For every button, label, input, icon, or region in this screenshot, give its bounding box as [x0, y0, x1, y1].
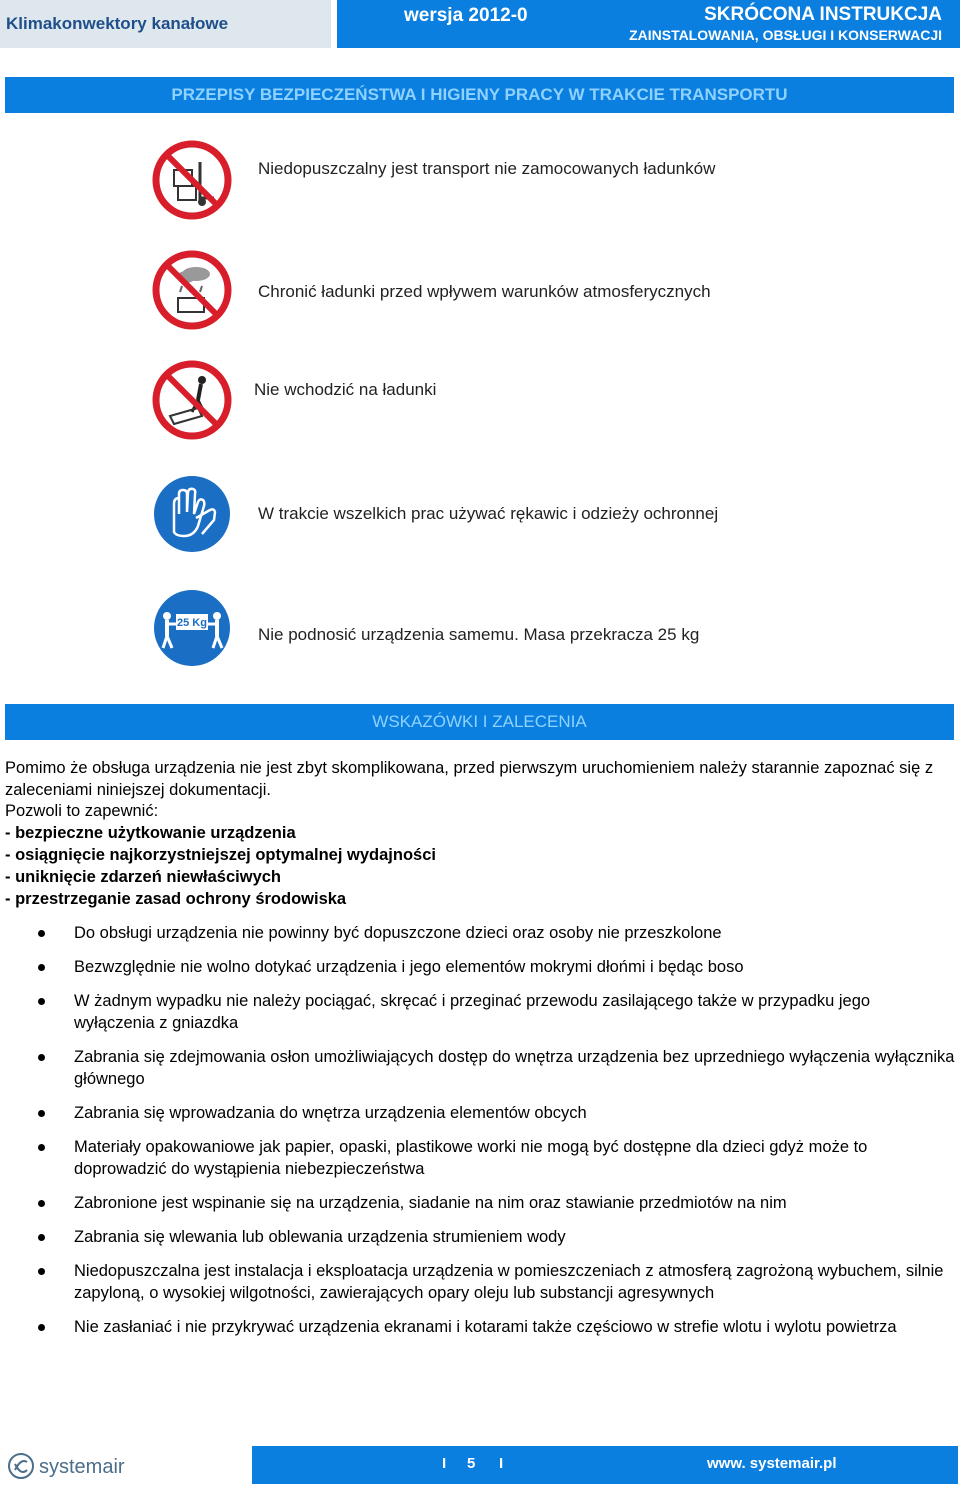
- guidelines-heading: WSKAZÓWKI I ZALECENIA: [5, 704, 954, 740]
- list-item: Zabrania się wlewania lub oblewania urządzenia strumieniem wody: [0, 1226, 955, 1248]
- footer-bar: [252, 1446, 958, 1484]
- guideline-point: - bezpieczne użytkowanie urządzenia: [5, 824, 296, 842]
- guidelines-lead: Pozwoli to zapewnić:: [5, 802, 159, 820]
- page-number: 5: [467, 1455, 476, 1472]
- two-person-lift-icon: [152, 588, 232, 668]
- bullet: [38, 1324, 45, 1331]
- list-item: Zabronione jest wspinanie się na urządzenia, siadanie na nim oraz stawianie przedmiotów na nim: [0, 1192, 955, 1214]
- guideline-point: - osiągnięcie najkorzystniejszej optymalnej wydajności: [5, 846, 436, 864]
- list-item: Materiały opakowaniowe jak papier, opaski, plastikowe worki nie mogą być dostępne dla dzieci gdyż może to doprowadzić do wystąpienia niebezpieczeństwa: [0, 1136, 955, 1180]
- bullet: [38, 1234, 45, 1241]
- list-item: Bezwzględnie nie wolno dotykać urządzenia i jego elementów mokrymi dłońmi i będąc boso: [0, 956, 955, 978]
- version-label: wersja 2012-0: [404, 5, 528, 26]
- bullet: [38, 1110, 45, 1117]
- list-item: Zabrania się zdejmowania osłon umożliwiających dostęp do wnętrza urządzenia bez uprzedniego wyłączenia wyłącznika głównego: [0, 1046, 955, 1090]
- list-item: Niedopuszczalna jest instalacja i eksploatacja urządzenia w pomieszczeniach z atmosferą zagrożoną wybuchem, silnie zapyloną, o wysokiej wilgotności, zawierających opary oleju lub substancji agresywnych: [0, 1260, 955, 1304]
- list-item: Zabrania się wprowadzania do wnętrza urządzenia elementów obcych: [0, 1102, 955, 1124]
- no-unsecured-load-icon: [152, 140, 232, 220]
- protect-from-weather-icon: [152, 250, 232, 330]
- safety-rules-list: [0, 922, 955, 1338]
- page-separator: I: [442, 1455, 447, 1472]
- document-subtitle: ZAINSTALOWANIA, OBSŁUGI I KONSERWACJI: [629, 27, 942, 43]
- website-url: www. systemair.pl: [707, 1455, 837, 1472]
- weight-badge: 25 Kg: [177, 617, 207, 629]
- list-item: W żadnym wypadku nie należy pociągać, skręcać i przeginać przewodu zasilającego także w przypadku jego wyłączenia z gniazdka: [0, 990, 955, 1034]
- bullet: [38, 964, 45, 971]
- guidelines-intro: Pomimo że obsługa urządzenia nie jest zbyt skomplikowana, przed pierwszym uruchomieniem należy starannie zapoznać się z zaleceniami niniejszej dokumentacji.: [5, 759, 934, 799]
- list-item: Nie zasłaniać i nie przykrywać urządzenia ekranami i kotarami także częściowo w strefie wlotu i wylotu powietrza: [0, 1316, 955, 1338]
- bullet: [38, 998, 45, 1005]
- sign-text-no-stepping: Nie wchodzić na ładunki: [254, 380, 437, 399]
- systemair-logo: [7, 1448, 145, 1484]
- sign-text-weather: Chronić ładunki przed wpływem warunków atmosferycznych: [258, 282, 711, 301]
- sign-text-two-person-lift: Nie podnosić urządzenia samemu. Masa przekracza 25 kg: [258, 625, 700, 644]
- no-stepping-on-load-icon: [152, 360, 232, 440]
- guideline-point: - przestrzeganie zasad ochrony środowiska: [5, 890, 347, 908]
- list-item: Do obsługi urządzenia nie powinny być dopuszczone dzieci oraz osoby nie przeszkolone: [0, 922, 955, 944]
- transport-safety-heading: PRZEPISY BEZPIECZEŃSTWA I HIGIENY PRACY W TRAKCIE TRANSPORTU: [5, 77, 954, 113]
- header-banner: [337, 0, 960, 48]
- bullet: [38, 1144, 45, 1151]
- document-title: SKRÓCONA INSTRUKCJA: [704, 4, 942, 25]
- bullet: [38, 1200, 45, 1207]
- document-series-title: Klimakonwektory kanałowe: [0, 0, 331, 48]
- bullet: [38, 930, 45, 937]
- sign-text-gloves: W trakcie wszelkich prac używać rękawic i odzieży ochronnej: [258, 504, 719, 523]
- guidelines-points: [5, 822, 957, 910]
- bullet: [38, 1054, 45, 1061]
- bullet: [38, 1268, 45, 1275]
- guideline-point: - uniknięcie zdarzeń niewłaściwych: [5, 868, 282, 886]
- sign-text-unsecured-load: Niedopuszczalny jest transport nie zamocowanych ładunków: [258, 159, 716, 178]
- logo-text: systemair: [39, 1456, 125, 1478]
- wear-gloves-icon: [152, 474, 232, 554]
- page-separator: I: [499, 1455, 504, 1472]
